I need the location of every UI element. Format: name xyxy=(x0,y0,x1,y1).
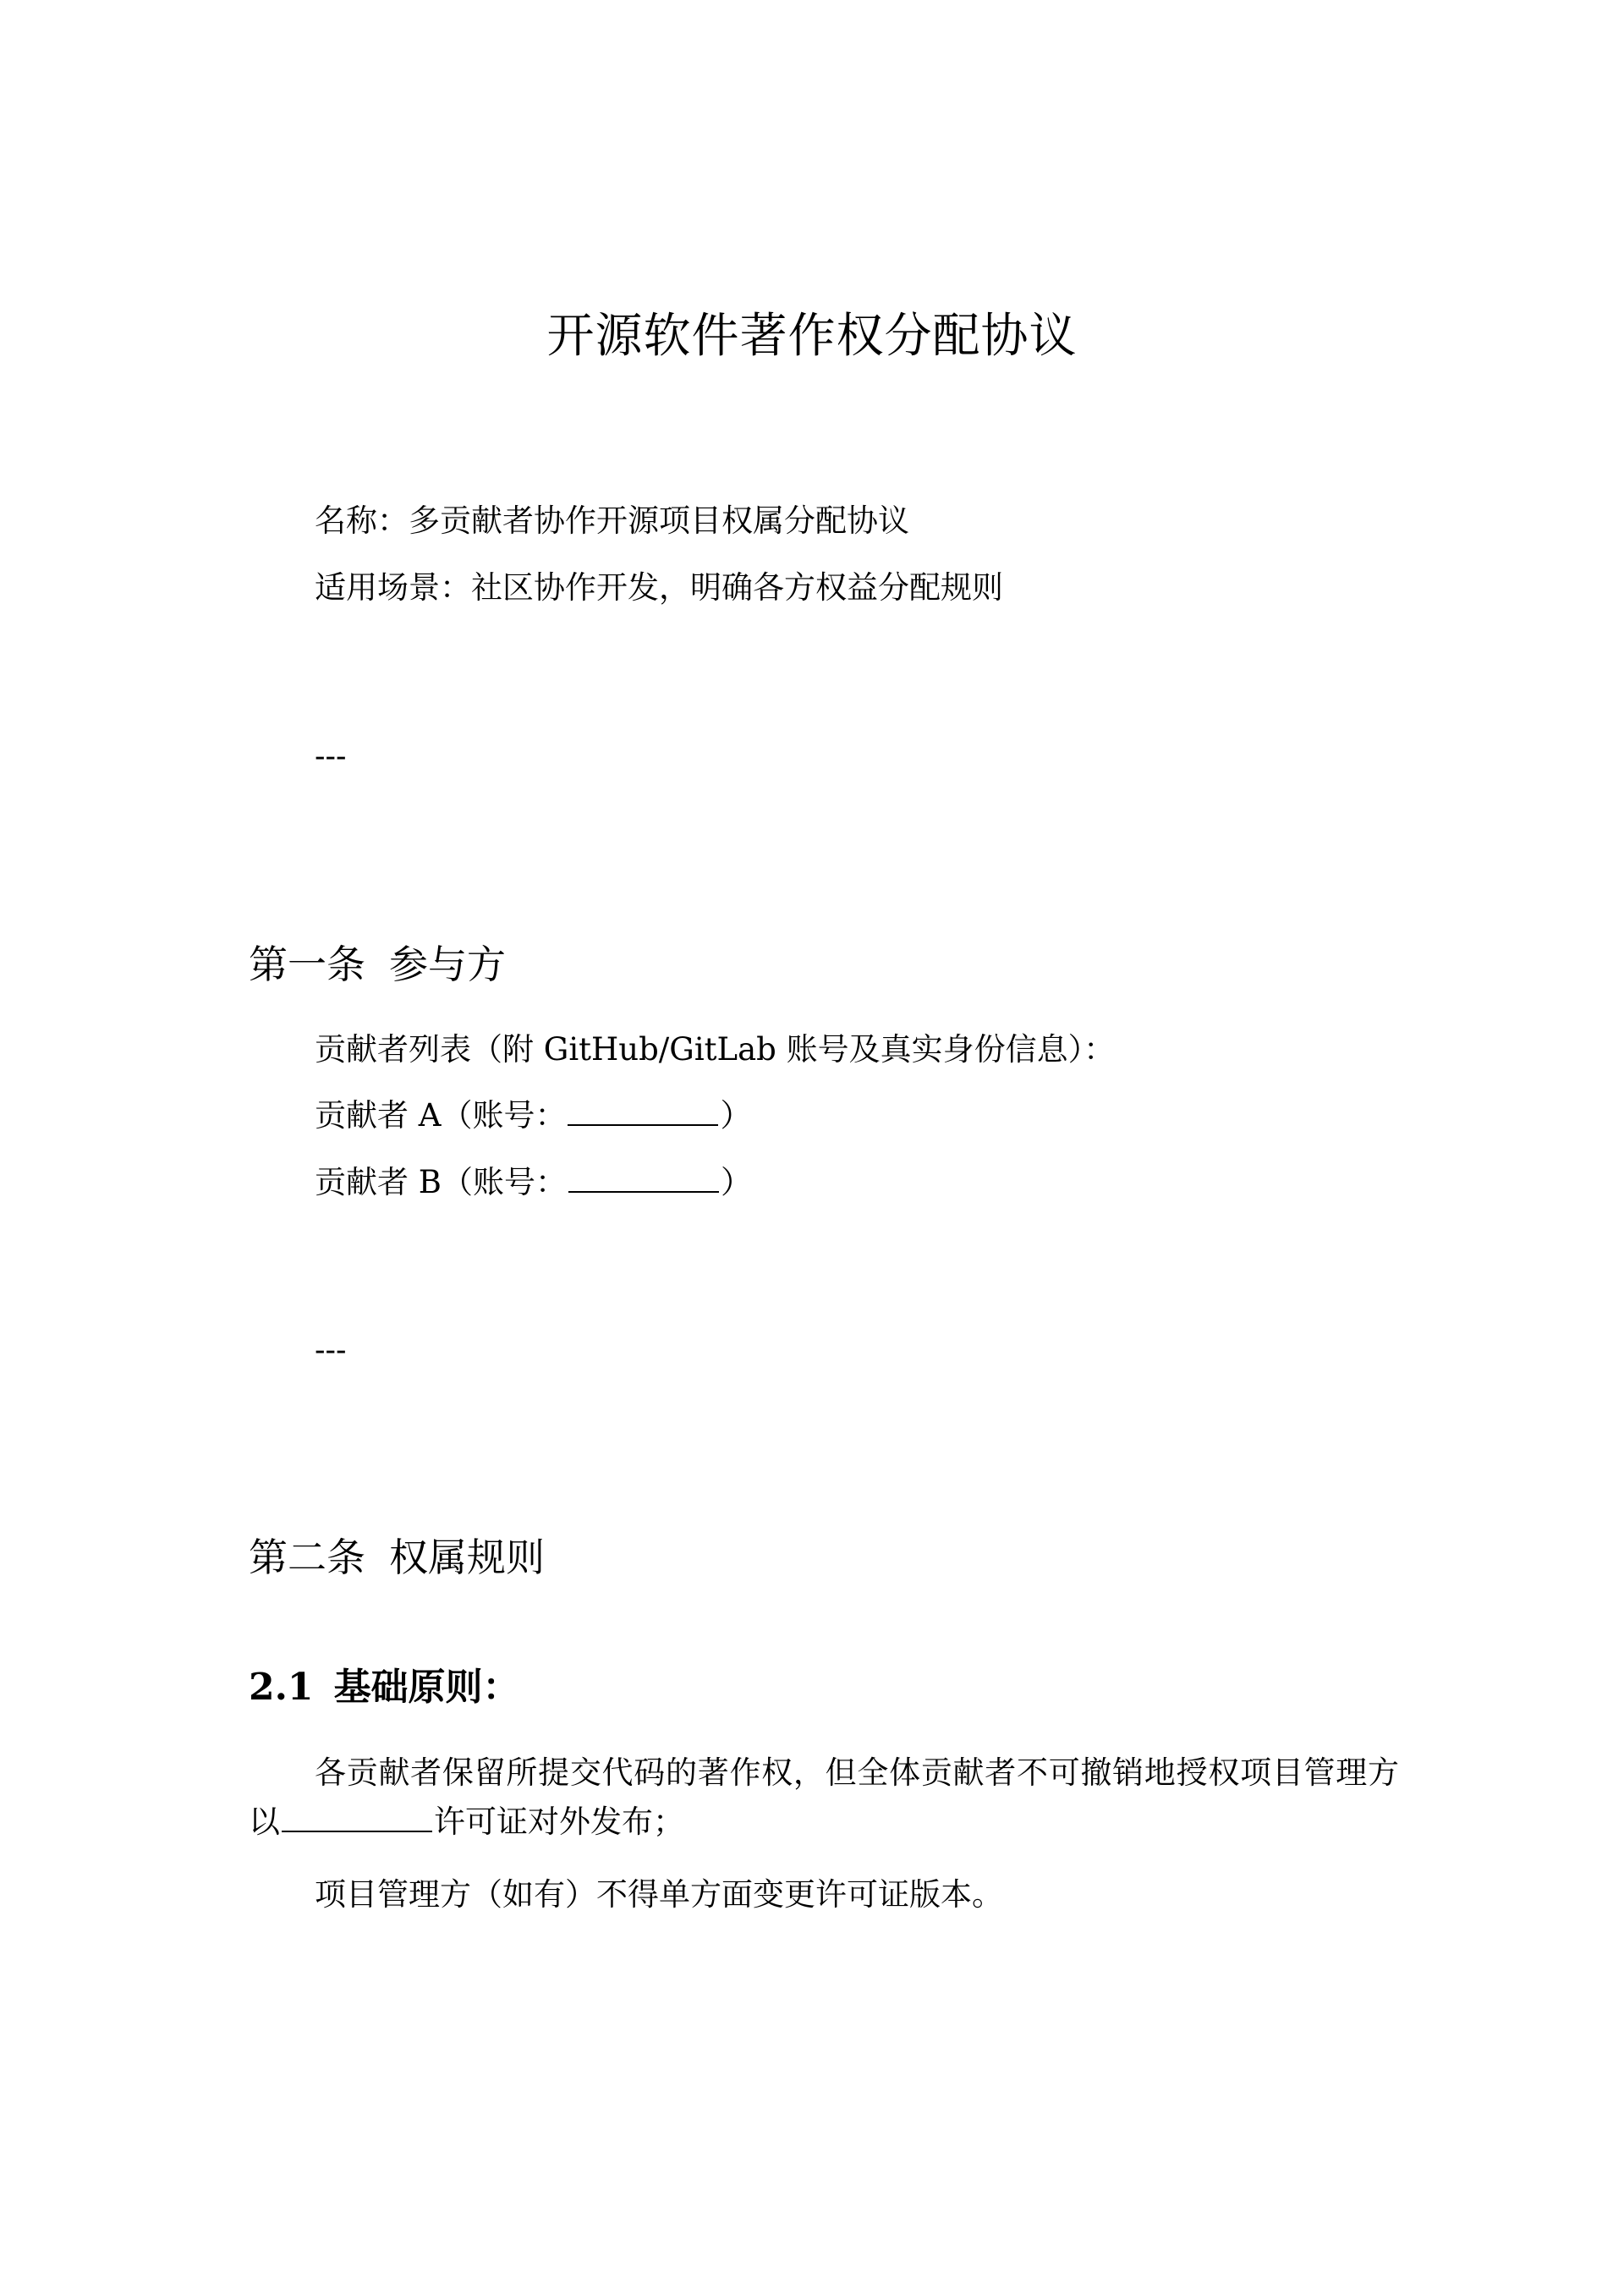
contributor-b-line xyxy=(315,1162,752,1203)
contributor-a-account-blank[interactable] xyxy=(568,1095,718,1126)
principle-paragraph-2: 项目管理方（如有）不得单方面变更许可证版本。 xyxy=(315,1876,1003,1913)
section-1-title: 参与方 xyxy=(389,942,506,987)
subsection-2-1-number: 2.1 xyxy=(249,1666,314,1709)
license-blank[interactable] xyxy=(282,1802,432,1832)
contributor-a-line xyxy=(315,1095,751,1136)
separator-1: --- xyxy=(315,738,347,774)
contributor-a-label: 贡献者 A（账号： xyxy=(315,1097,567,1134)
document-title: 开源软件著作权分配协议 xyxy=(546,309,1078,364)
contributor-b-account-blank[interactable] xyxy=(568,1162,719,1193)
section-2-title: 权属规则 xyxy=(389,1535,545,1580)
contributor-list-intro: 贡献者列表（附 GitHub/GitLab 账号及真实身份信息）： xyxy=(315,1031,1116,1068)
applicable-scene-line: 适用场景：社区协作开发，明确各方权益分配规则 xyxy=(315,569,1003,606)
principle-1-text-after: 许可证对外发布； xyxy=(434,1804,684,1840)
section-2-heading xyxy=(249,1532,545,1583)
section-1-heading xyxy=(249,939,506,990)
contributor-a-close: ） xyxy=(720,1097,752,1134)
separator-2: --- xyxy=(315,1331,347,1368)
section-1-number: 第一条 xyxy=(249,942,365,987)
contributor-b-label: 贡献者 B（账号： xyxy=(315,1164,567,1200)
principle-paragraph-1 xyxy=(249,1749,1399,1847)
subsection-2-1-heading xyxy=(249,1663,520,1712)
agreement-name-line: 名称：多贡献者协作开源项目权属分配协议 xyxy=(315,502,909,539)
contributor-b-close: ） xyxy=(720,1164,752,1200)
subsection-2-1-title: 基础原则： xyxy=(333,1666,520,1709)
principle-1-text-before: 各贡献者保留所提交代码的著作权，但全体贡献者不可撤销地授权项目管理方以 xyxy=(249,1754,1399,1840)
section-2-number: 第二条 xyxy=(249,1535,365,1580)
